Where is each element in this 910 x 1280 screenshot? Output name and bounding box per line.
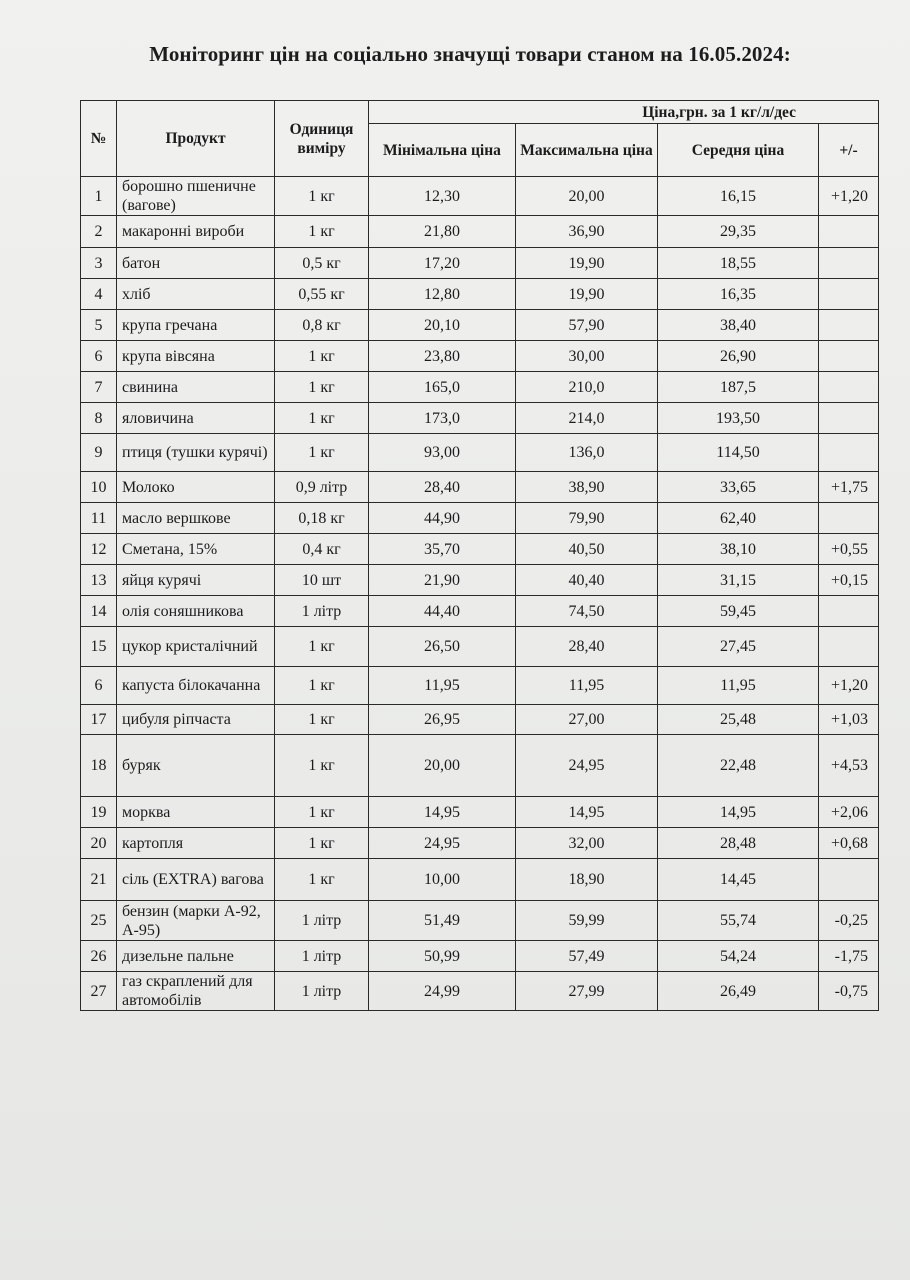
price-diff: +1,03	[819, 705, 879, 735]
max-price: 27,00	[516, 705, 658, 735]
table-row	[81, 797, 879, 828]
max-price: 20,00	[516, 177, 658, 216]
avg-price: 38,40	[658, 310, 819, 341]
product-name: Сметана, 15%	[117, 534, 275, 565]
min-price: 10,00	[369, 859, 516, 901]
table-row	[81, 310, 879, 341]
min-price: 17,20	[369, 248, 516, 279]
product-name: олія соняшникова	[117, 596, 275, 627]
row-number: 20	[81, 828, 117, 859]
unit-value: 1 кг	[275, 735, 369, 797]
min-price: 28,40	[369, 472, 516, 503]
max-price: 40,50	[516, 534, 658, 565]
unit-value: 1 кг	[275, 403, 369, 434]
price-diff: -0,75	[819, 972, 879, 1011]
max-price: 32,00	[516, 828, 658, 859]
header-price-group: Ціна,грн. за 1 кг/л/дес	[369, 101, 879, 124]
product-name: сіль (EXTRA) вагова	[117, 859, 275, 901]
header-row	[81, 101, 879, 124]
header-diff: +/-	[819, 124, 879, 177]
table-row	[81, 705, 879, 735]
table-row	[81, 859, 879, 901]
header-min-price: Мінімальна ціна	[369, 124, 516, 177]
avg-price: 16,35	[658, 279, 819, 310]
max-price: 214,0	[516, 403, 658, 434]
max-price: 19,90	[516, 248, 658, 279]
min-price: 51,49	[369, 901, 516, 941]
avg-price: 62,40	[658, 503, 819, 534]
product-name: яйця курячі	[117, 565, 275, 596]
unit-value: 1 літр	[275, 941, 369, 972]
table-row	[81, 901, 879, 941]
product-name: масло вершкове	[117, 503, 275, 534]
table-row	[81, 341, 879, 372]
table-row	[81, 828, 879, 859]
max-price: 57,49	[516, 941, 658, 972]
max-price: 79,90	[516, 503, 658, 534]
price-diff: -1,75	[819, 941, 879, 972]
price-diff	[819, 434, 879, 472]
price-diff: +0,15	[819, 565, 879, 596]
product-name: крупа гречана	[117, 310, 275, 341]
table-row	[81, 972, 879, 1011]
table-row	[81, 735, 879, 797]
unit-value: 1 літр	[275, 901, 369, 941]
avg-price: 22,48	[658, 735, 819, 797]
row-number: 5	[81, 310, 117, 341]
min-price: 173,0	[369, 403, 516, 434]
price-diff	[819, 279, 879, 310]
min-price: 35,70	[369, 534, 516, 565]
price-diff	[819, 372, 879, 403]
header-max-price: Максимальна ціна	[516, 124, 658, 177]
table-row	[81, 177, 879, 216]
min-price: 12,80	[369, 279, 516, 310]
avg-price: 14,95	[658, 797, 819, 828]
product-name: буряк	[117, 735, 275, 797]
min-price: 21,80	[369, 216, 516, 248]
table-row	[81, 248, 879, 279]
row-number: 21	[81, 859, 117, 901]
row-number: 3	[81, 248, 117, 279]
product-name: крупа вівсяна	[117, 341, 275, 372]
price-diff: +1,20	[819, 667, 879, 705]
max-price: 74,50	[516, 596, 658, 627]
unit-value: 10 шт	[275, 565, 369, 596]
row-number: 17	[81, 705, 117, 735]
table-row	[81, 434, 879, 472]
row-number: 18	[81, 735, 117, 797]
unit-value: 1 кг	[275, 667, 369, 705]
header-number: №	[81, 101, 117, 177]
product-name: дизельне пальне	[117, 941, 275, 972]
row-number: 1	[81, 177, 117, 216]
product-name: газ скраплений для автомобілів	[117, 972, 275, 1011]
unit-value: 0,5 кг	[275, 248, 369, 279]
table-row	[81, 503, 879, 534]
max-price: 11,95	[516, 667, 658, 705]
avg-price: 25,48	[658, 705, 819, 735]
unit-value: 0,4 кг	[275, 534, 369, 565]
product-name: борошно пшеничне (вагове)	[117, 177, 275, 216]
row-number: 15	[81, 627, 117, 667]
row-number: 8	[81, 403, 117, 434]
avg-price: 11,95	[658, 667, 819, 705]
avg-price: 16,15	[658, 177, 819, 216]
min-price: 20,10	[369, 310, 516, 341]
price-diff	[819, 503, 879, 534]
avg-price: 38,10	[658, 534, 819, 565]
avg-price: 26,90	[658, 341, 819, 372]
unit-value: 1 кг	[275, 216, 369, 248]
max-price: 40,40	[516, 565, 658, 596]
unit-value: 1 кг	[275, 177, 369, 216]
row-number: 12	[81, 534, 117, 565]
row-number: 7	[81, 372, 117, 403]
avg-price: 14,45	[658, 859, 819, 901]
max-price: 36,90	[516, 216, 658, 248]
unit-value: 1 кг	[275, 341, 369, 372]
min-price: 93,00	[369, 434, 516, 472]
product-name: бензин (марки А-92, А-95)	[117, 901, 275, 941]
min-price: 50,99	[369, 941, 516, 972]
row-number: 4	[81, 279, 117, 310]
table-row	[81, 596, 879, 627]
max-price: 27,99	[516, 972, 658, 1011]
price-diff: +2,06	[819, 797, 879, 828]
avg-price: 33,65	[658, 472, 819, 503]
price-table	[80, 100, 879, 1011]
product-name: птиця (тушки курячі)	[117, 434, 275, 472]
product-name: картопля	[117, 828, 275, 859]
price-diff	[819, 403, 879, 434]
row-number: 14	[81, 596, 117, 627]
min-price: 12,30	[369, 177, 516, 216]
avg-price: 29,35	[658, 216, 819, 248]
min-price: 23,80	[369, 341, 516, 372]
min-price: 26,95	[369, 705, 516, 735]
price-diff: +0,55	[819, 534, 879, 565]
row-number: 2	[81, 216, 117, 248]
table-row	[81, 941, 879, 972]
max-price: 30,00	[516, 341, 658, 372]
row-number: 6	[81, 341, 117, 372]
unit-value: 0,55 кг	[275, 279, 369, 310]
product-name: морква	[117, 797, 275, 828]
unit-value: 1 кг	[275, 705, 369, 735]
unit-value: 0,18 кг	[275, 503, 369, 534]
table-row	[81, 627, 879, 667]
table-row	[81, 565, 879, 596]
product-name: хліб	[117, 279, 275, 310]
row-number: 11	[81, 503, 117, 534]
price-diff	[819, 216, 879, 248]
min-price: 14,95	[369, 797, 516, 828]
product-name: батон	[117, 248, 275, 279]
header-avg-price: Середня ціна	[658, 124, 819, 177]
row-number: 19	[81, 797, 117, 828]
avg-price: 28,48	[658, 828, 819, 859]
unit-value: 1 кг	[275, 797, 369, 828]
avg-price: 54,24	[658, 941, 819, 972]
unit-value: 1 кг	[275, 828, 369, 859]
avg-price: 193,50	[658, 403, 819, 434]
price-diff: +1,75	[819, 472, 879, 503]
max-price: 28,40	[516, 627, 658, 667]
min-price: 21,90	[369, 565, 516, 596]
unit-value: 1 кг	[275, 627, 369, 667]
price-diff: +1,20	[819, 177, 879, 216]
table-row	[81, 534, 879, 565]
row-number: 10	[81, 472, 117, 503]
table-row	[81, 667, 879, 705]
product-name: свинина	[117, 372, 275, 403]
avg-price: 18,55	[658, 248, 819, 279]
price-diff: -0,25	[819, 901, 879, 941]
table-row	[81, 372, 879, 403]
min-price: 24,99	[369, 972, 516, 1011]
max-price: 136,0	[516, 434, 658, 472]
min-price: 165,0	[369, 372, 516, 403]
unit-value: 1 кг	[275, 434, 369, 472]
max-price: 24,95	[516, 735, 658, 797]
table-row	[81, 279, 879, 310]
row-number: 9	[81, 434, 117, 472]
product-name: цибуля ріпчаста	[117, 705, 275, 735]
unit-value: 0,9 літр	[275, 472, 369, 503]
avg-price: 187,5	[658, 372, 819, 403]
unit-value: 0,8 кг	[275, 310, 369, 341]
avg-price: 59,45	[658, 596, 819, 627]
unit-value: 1 літр	[275, 596, 369, 627]
header-product: Продукт	[117, 101, 275, 177]
unit-value: 1 літр	[275, 972, 369, 1011]
max-price: 14,95	[516, 797, 658, 828]
max-price: 210,0	[516, 372, 658, 403]
avg-price: 27,45	[658, 627, 819, 667]
price-diff	[819, 596, 879, 627]
unit-value: 1 кг	[275, 372, 369, 403]
min-price: 11,95	[369, 667, 516, 705]
unit-value: 1 кг	[275, 859, 369, 901]
price-diff: +0,68	[819, 828, 879, 859]
avg-price: 26,49	[658, 972, 819, 1011]
header-unit: Одиниця виміру	[275, 101, 369, 177]
row-number: 26	[81, 941, 117, 972]
row-number: 25	[81, 901, 117, 941]
table-row	[81, 472, 879, 503]
avg-price: 114,50	[658, 434, 819, 472]
table-row	[81, 403, 879, 434]
price-diff: +4,53	[819, 735, 879, 797]
product-name: Молоко	[117, 472, 275, 503]
price-diff	[819, 248, 879, 279]
product-name: цукор кристалічний	[117, 627, 275, 667]
price-diff	[819, 627, 879, 667]
max-price: 59,99	[516, 901, 658, 941]
row-number: 13	[81, 565, 117, 596]
document-title: Моніторинг цін на соціально значущі товари станом на 16.05.2024:	[149, 42, 791, 66]
min-price: 44,40	[369, 596, 516, 627]
row-number: 6	[81, 667, 117, 705]
min-price: 26,50	[369, 627, 516, 667]
table-body	[81, 177, 879, 1011]
price-diff	[819, 859, 879, 901]
product-name: макаронні вироби	[117, 216, 275, 248]
max-price: 18,90	[516, 859, 658, 901]
table-row	[81, 216, 879, 248]
max-price: 19,90	[516, 279, 658, 310]
min-price: 24,95	[369, 828, 516, 859]
price-diff	[819, 310, 879, 341]
max-price: 57,90	[516, 310, 658, 341]
min-price: 20,00	[369, 735, 516, 797]
product-name: яловичина	[117, 403, 275, 434]
avg-price: 55,74	[658, 901, 819, 941]
max-price: 38,90	[516, 472, 658, 503]
min-price: 44,90	[369, 503, 516, 534]
price-diff	[819, 341, 879, 372]
avg-price: 31,15	[658, 565, 819, 596]
row-number: 27	[81, 972, 117, 1011]
product-name: капуста білокачанна	[117, 667, 275, 705]
